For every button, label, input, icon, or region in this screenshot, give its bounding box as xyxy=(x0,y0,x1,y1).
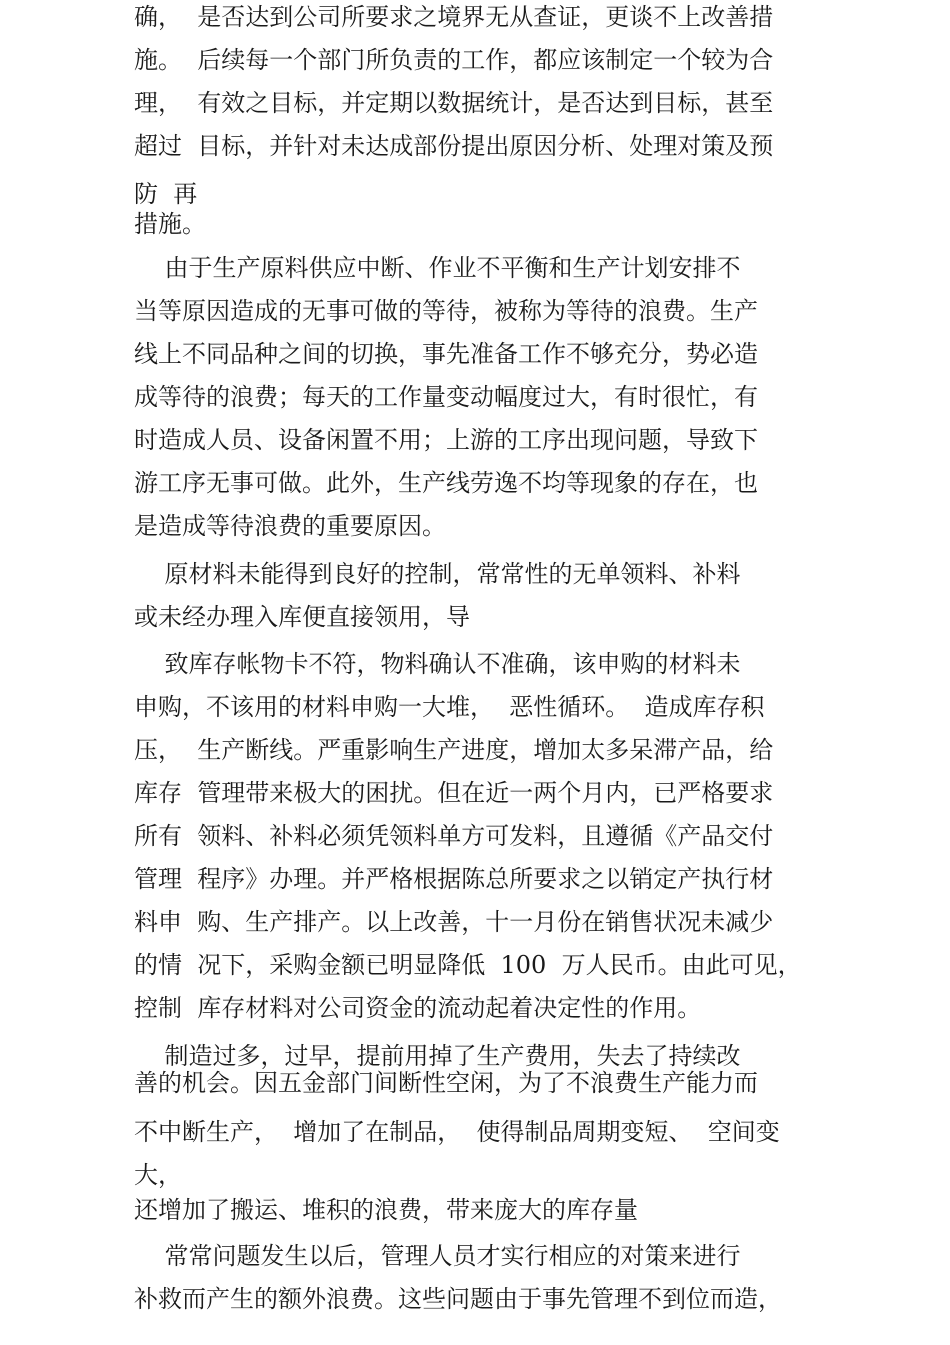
text-line: 控制 库存材料对公司资金的流动起着决定性的作用。 xyxy=(134,994,702,1022)
text-line: 善的机会。因五金部门间断性空闲，为了不浪费生产能力而 xyxy=(134,1069,758,1097)
text-line: 超过 目标，并针对未达成部份提出原因分析、处理对策及预 xyxy=(134,132,774,160)
text-line: 施。 后续每一个部门所负责的工作，都应该制定一个较为合 xyxy=(134,46,774,74)
text-line: 是造成等待浪费的重要原因。 xyxy=(134,512,446,540)
text-line: 还增加了搬运、堆积的浪费，带来庞大的库存量 xyxy=(134,1196,638,1224)
text-line: 时造成人员、设备闲置不用；上游的工序出现问题，导致下 xyxy=(134,426,758,454)
text-line: 成等待的浪费；每天的工作量变动幅度过大，有时很忙，有 xyxy=(134,383,758,411)
text-line: 库存 管理带来极大的困扰。但在近一两个月内，已严格要求 xyxy=(134,779,774,807)
text-line: 理， 有效之目标，并定期以数据统计，是否达到目标，甚至 xyxy=(134,89,774,117)
text-line: 防 再 xyxy=(134,180,198,208)
text-line: 致库存帐物卡不符，物料确认不准确，该申购的材料未 xyxy=(134,650,741,678)
text-line: 常常问题发生以后，管理人员才实行相应的对策来进行 xyxy=(134,1242,741,1270)
text-line: 线上不同品种之间的切换，事先准备工作不够充分，势必造 xyxy=(134,340,758,368)
text-line: 料申 购、生产排产。以上改善，十一月份在销售状况未减少 xyxy=(134,908,774,936)
text-line: 大， xyxy=(134,1161,182,1189)
text-line: 由于生产原料供应中断、作业不平衡和生产计划安排不 xyxy=(134,254,741,282)
text-line: 游工序无事可做。此外，生产线劳逸不均等现象的存在，也 xyxy=(134,469,758,497)
text-line: 原材料未能得到良好的控制，常常性的无单领料、补料 xyxy=(134,560,741,588)
text-line: 措施。 xyxy=(134,210,206,238)
text-line: 确， 是否达到公司所要求之境界无从查证，更谈不上改善措 xyxy=(134,3,774,31)
text-line: 当等原因造成的无事可做的等待，被称为等待的浪费。生产 xyxy=(134,297,758,325)
text-line: 压， 生产断线。严重影响生产进度，增加太多呆滞产品，给 xyxy=(134,736,774,764)
text-line: 不中断生产， 增加了在制品， 使得制品周期变短、 空间变 xyxy=(134,1118,780,1146)
text-line: 申购，不该用的材料申购一大堆， 恶性循环。 造成库存积 xyxy=(134,693,765,721)
text-line: 制造过多，过早，提前用掉了生产费用，失去了持续改 xyxy=(134,1042,741,1070)
text-line: 补救而产生的额外浪费。这些问题由于事先管理不到位而造， xyxy=(134,1285,782,1313)
text-line: 管理 程序》办理。并严格根据陈总所要求之以销定产执行材 xyxy=(134,865,774,893)
text-line: 所有 领料、补料必须凭领料单方可发料，且遵循《产品交付 xyxy=(134,822,774,850)
text-line: 或未经办理入库便直接领用，导 xyxy=(134,603,470,631)
text-line: 的情 况下，采购金额已明显降低 100 万人民币。由此可见， xyxy=(134,951,802,979)
